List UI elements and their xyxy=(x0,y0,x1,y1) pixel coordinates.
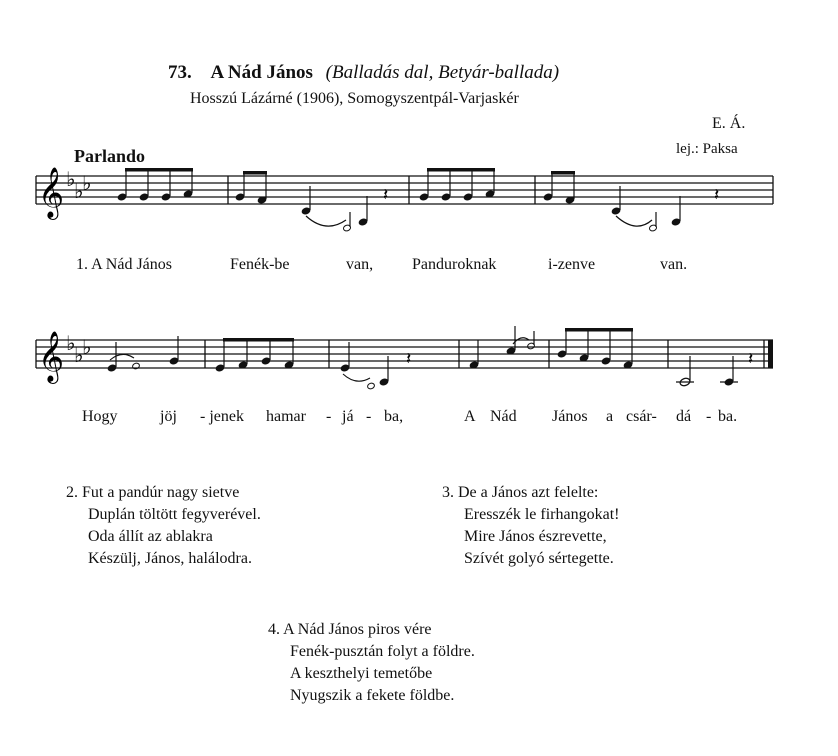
measure-8 xyxy=(469,326,536,370)
lyric-syllable: a xyxy=(606,408,614,425)
lyric-syllable: jöj xyxy=(160,408,177,425)
quarter-rest-icon: 𝄽 xyxy=(748,349,754,369)
measure-9 xyxy=(557,328,634,370)
lyric-syllable: Nád xyxy=(490,408,517,425)
stanza-line: Oda állít az ablakra xyxy=(88,528,213,545)
measure-4 xyxy=(543,171,720,232)
lyric-syllable: ba. xyxy=(718,408,738,425)
lyric-syllable: - xyxy=(326,408,332,425)
stanza-line: 2. Fut a pandúr nagy sietve xyxy=(66,484,240,501)
lyric-syllable: Panduroknak xyxy=(412,256,497,273)
lyric-syllable: i-zenve xyxy=(548,256,596,273)
stanza-line: Szívét golyó sértegette. xyxy=(464,550,614,567)
lyric-syllable: - jenek xyxy=(200,408,244,425)
lyric-syllable: Hogy xyxy=(82,408,118,425)
song-number: 73. xyxy=(168,62,192,83)
lyric-syllable: hamar xyxy=(266,408,306,425)
tempo-marking: Parlando xyxy=(74,146,146,166)
stanza-3 xyxy=(442,482,619,570)
stanza-line: Mire János észrevette, xyxy=(464,528,607,545)
lyric-syllable: já xyxy=(342,408,354,425)
svg-text:♭: ♭ xyxy=(66,331,76,355)
lyric-syllable: van, xyxy=(346,256,374,273)
lyric-syllable: A xyxy=(464,408,476,425)
stanza-line: A keszthelyi temetőbe xyxy=(290,665,433,682)
lyric-syllable: ba, xyxy=(384,408,404,425)
stanza-line: Eresszék le firhangokat! xyxy=(464,506,620,523)
stanza-2 xyxy=(66,482,261,570)
stanza-line: 4. A Nád János piros vére xyxy=(268,621,432,638)
lyric-syllable: 1. A Nád János xyxy=(76,256,172,273)
lyric-syllable: János xyxy=(552,408,588,425)
stanza-line: Készülj, János, halálodra. xyxy=(88,550,252,567)
lyric-syllable: Fenék-be xyxy=(230,256,290,273)
svg-text:♭: ♭ xyxy=(74,179,84,203)
stanza-line: 3. De a János azt felelte: xyxy=(442,484,599,501)
measure-2 xyxy=(235,171,389,232)
key-signature-flats xyxy=(66,167,91,203)
quarter-rest-icon: 𝄽 xyxy=(714,185,720,205)
svg-text:♭: ♭ xyxy=(74,343,84,367)
lyric-syllable: csár- xyxy=(626,408,657,425)
song-genre: (Balladás dal, Betyár-ballada) xyxy=(325,62,560,83)
quarter-rest-icon: 𝄽 xyxy=(406,349,412,369)
lyric-syllable: van. xyxy=(660,256,688,273)
stanza-line: Fenék-pusztán folyt a földre. xyxy=(290,643,475,660)
lyric-syllable: - xyxy=(366,408,372,425)
lyric-syllable: dá xyxy=(676,408,692,425)
notation-credit: lej.: Paksa xyxy=(676,141,738,157)
song-source: Hosszú Lázárné (1906), Somogyszentpál-Varjaskér xyxy=(190,90,519,107)
song-name: A Nád János xyxy=(210,62,313,83)
svg-text:♭: ♭ xyxy=(82,335,92,359)
staff-1 xyxy=(36,167,773,232)
staff-2 xyxy=(36,326,773,390)
stanza-4 xyxy=(268,619,475,707)
stanza-line: Nyugszik a fekete földbe. xyxy=(290,687,455,704)
svg-text:♭: ♭ xyxy=(66,167,76,191)
final-barline xyxy=(768,340,773,368)
stanza-line: Duplán töltött fegyverével. xyxy=(88,506,261,523)
treble-clef-icon: 𝄞 xyxy=(38,167,65,218)
lyric-syllable: - xyxy=(706,408,712,425)
collector-initials: E. Á. xyxy=(712,115,746,132)
treble-clef-icon: 𝄞 xyxy=(38,331,65,382)
svg-text:♭: ♭ xyxy=(82,171,92,195)
quarter-rest-icon: 𝄽 xyxy=(383,185,389,205)
measure-7 xyxy=(340,342,412,390)
